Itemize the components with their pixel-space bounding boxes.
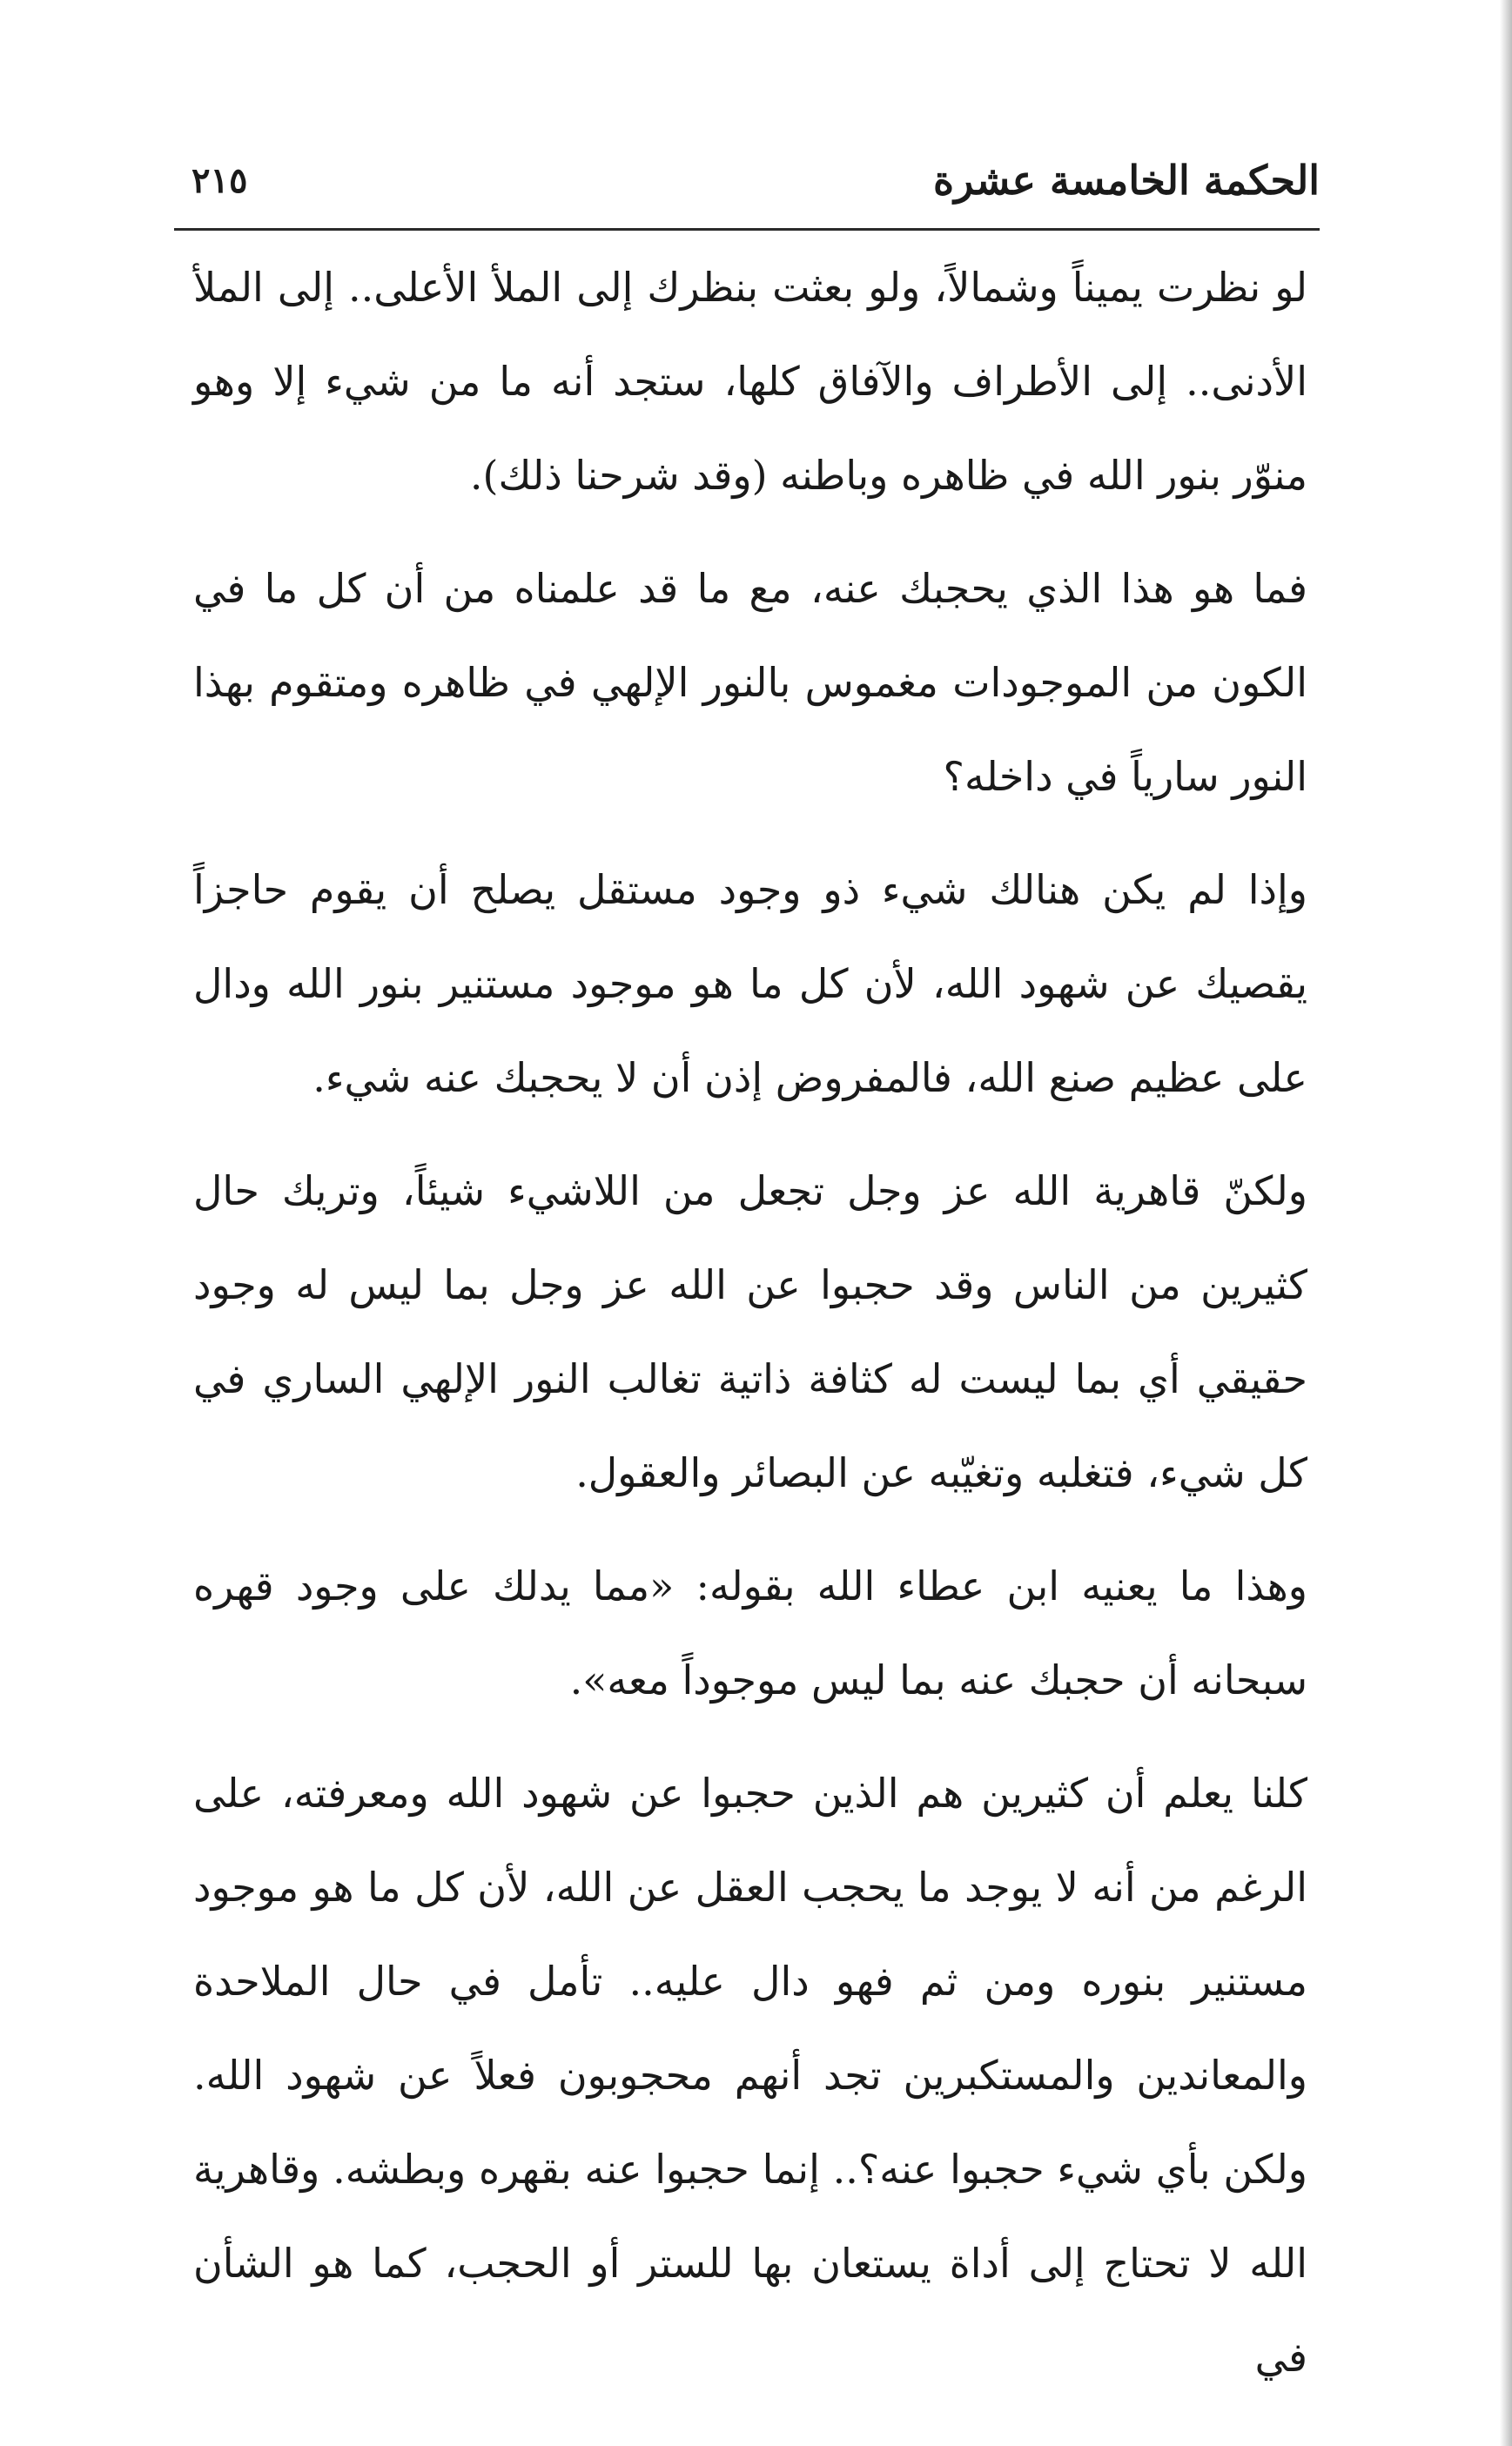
paragraph-1: لو نظرت يميناً وشمالاً، ولو بعثت بنظرك إلى الملأ الأعلى.. إلى الملأ الأدنى.. إلى الأطراف والآفاق كلها، ستجد أنه ما من شيء إلا وهو منوّر بنور الله في ظاهره وباطنه (وقد شرحنا ذلك). xyxy=(193,264,1307,499)
header-rule xyxy=(174,228,1320,231)
paragraph-2: فما هو هذا الذي يحجبك عنه، مع ما قد علمناه من أن كل ما في الكون من الموجودات مغموس بالنور الإلهي في ظاهره ومتقوم بهذا النور سارياً في داخله؟ xyxy=(193,565,1307,800)
running-header xyxy=(174,150,1320,211)
paragraph-6: كلنا يعلم أن كثيرين هم الذين حجبوا عن شهود الله ومعرفته، على الرغم من أنه لا يوجد ما يحجب العقل عن الله، لأن كل ما هو موجود مستنير بنوره ومن ثم فهو دال عليه.. تأمل في حال الملاحدة والمعاندين والمستكبرين تجد أنهم محجوبون فعلاً عن شهود الله. ولكن بأي شيء حجبوا عنه؟.. إنما حجبوا عنه بقهره وبطشه. وقاهرية الله لا تحتاج إلى أداة يستعان بها للستر أو الحجب، كما هو الشأن في xyxy=(193,1770,1307,2381)
paragraph-3: وإذا لم يكن هنالك شيء ذو وجود مستقل يصلح أن يقوم حاجزاً يقصيك عن شهود الله، لأن كل ما هو موجود مستنير بنور الله ودال على عظيم صنع الله، فالمفروض إذن أن لا يحجبك عنه شيء. xyxy=(193,866,1307,1101)
paragraph-5: وهذا ما يعنيه ابن عطاء الله بقوله: «مما يدلك على وجود قهره سبحانه أن حجبك عنه بما ليس موجوداً معه». xyxy=(193,1562,1307,1703)
chapter-title: الحكمة الخامسة عشرة xyxy=(933,157,1320,204)
body-text xyxy=(193,240,1307,2423)
page-edge-shadow xyxy=(1500,0,1512,2446)
paragraph-4: ولكنّ قاهرية الله عز وجل تجعل من اللاشيء شيئاً، وتريك حال كثيرين من الناس وقد حجبوا عن الله عز وجل بما ليس له وجود حقيقي أي بما ليست له كثافة ذاتية تغالب النور الإلهي الساري في كل شيء، فتغلبه وتغيّبه عن البصائر والعقول. xyxy=(193,1167,1307,1496)
page-number: ٢١٥ xyxy=(192,160,248,201)
